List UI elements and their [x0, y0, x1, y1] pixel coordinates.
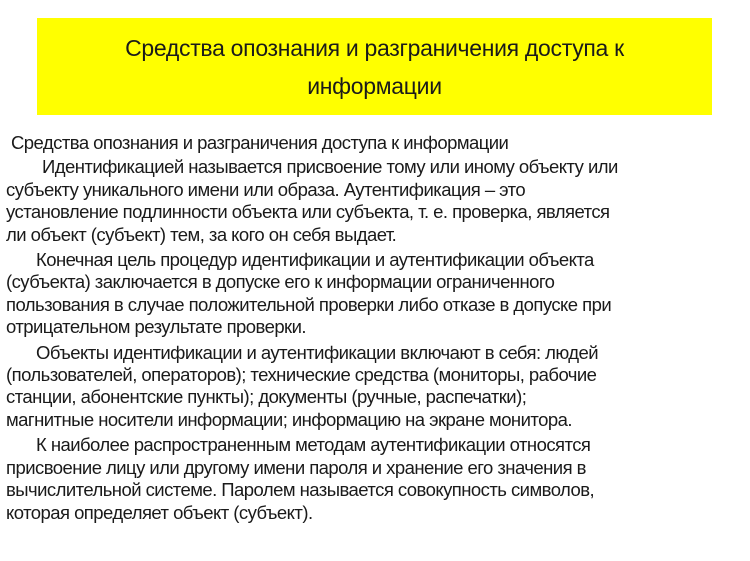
- paragraph-line: установление подлинности объекта или субъекта, т. е. проверка, является: [6, 201, 610, 223]
- slide-title-line: информации: [307, 72, 442, 99]
- paragraph-line: Идентификацией называется присвоение тому или иному объекту или: [42, 156, 618, 178]
- paragraph-line: вычислительной системе. Паролем называется совокупность символов,: [6, 479, 595, 501]
- paragraph-line: (субъекта) заключается в допуске его к информации ограниченного: [6, 271, 555, 293]
- slide-title-line: Средства опознания и разграничения доступа к: [125, 34, 624, 61]
- paragraph: [6, 249, 750, 339]
- paragraph: [6, 434, 750, 524]
- paragraph-line: пользования в случае положительной проверки либо отказе в допуске при: [6, 293, 612, 315]
- paragraph-line: магнитные носители информации; информацию на экране монитора.: [6, 408, 572, 430]
- slide-title: [125, 29, 624, 105]
- paragraph-line: отрицательном результате проверки.: [6, 316, 306, 338]
- slide-body: [6, 132, 750, 527]
- paragraph-line: субъекту уникального имени или образа. Аутентификация – это: [6, 178, 526, 200]
- paragraph: [6, 342, 750, 432]
- paragraph-line: присвоение лицу или другому имени пароля и хранение его значения в: [6, 456, 586, 478]
- paragraph-line: (пользователей, операторов); технические средства (мониторы, рабочие: [6, 364, 597, 386]
- paragraph: [6, 156, 750, 246]
- paragraph-line: ли объект (субъект) тем, за кого он себя выдает.: [6, 223, 397, 245]
- slide-title-box: [37, 18, 712, 115]
- paragraph-line: станции, абонентские пункты); документы (ручные, распечатки);: [6, 386, 527, 408]
- paragraph-line: Объекты идентификации и аутентификации включают в себя: людей: [36, 341, 599, 363]
- paragraph-line: Конечная цель процедур идентификации и аутентификации объекта: [36, 249, 594, 271]
- paragraph-line: К наиболее распространенным методам аутентификации относятся: [36, 434, 591, 456]
- paragraph-line: которая определяет объект (субъект).: [6, 501, 313, 523]
- body-heading: Средства опознания и разграничения доступа к информации: [11, 132, 509, 153]
